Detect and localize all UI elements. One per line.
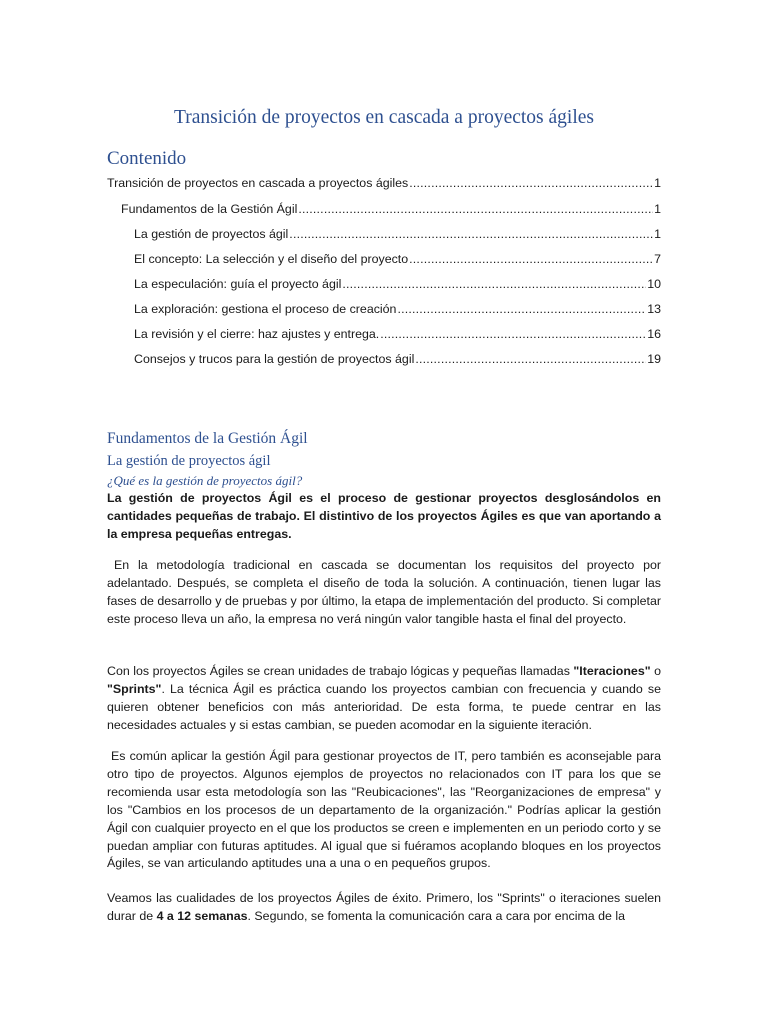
toc-leader-dots [409,175,653,191]
toc-entry-text: La revisión y el cierre: haz ajustes y entrega. [134,327,380,341]
document-title: Transición de proyectos en cascada a proyectos ágiles [173,107,594,128]
para4-text-a: Veamos las cualidades de los proyectos Ágiles de éxito. Primero, los "Sprints" o iteraciones suelen durar de [107,891,661,923]
toc-entry-gestion-agil[interactable] [134,226,661,242]
toc-heading: Contenido [107,148,187,169]
toc-entry-page: 1 [654,202,661,216]
toc-entry-consejos[interactable] [134,351,661,367]
para4-duracion: 4 a 12 semanas [156,908,248,923]
para2-iteraciones: "Iteraciones" [573,664,651,678]
toc-entry-page: 16 [647,327,661,341]
toc-leader-dots [380,326,646,342]
para2-sprints: "Sprints" [107,681,162,696]
intro-paragraph: La gestión de proyectos Ágil es el proceso de gestionar proyectos desglosándolos en cantidades pequeñas de trabajo. El distintivo de los proyectos Ágiles es que van aportando a la empresa pequeñas entregas. [107,491,661,541]
section-heading-que-es: ¿Qué es la gestión de proyectos ágil? [107,473,303,488]
toc-leader-dots [289,226,653,242]
toc-leader-dots [342,276,646,292]
toc-entry-page: 19 [647,352,661,366]
toc-entry-page: 10 [647,277,661,291]
toc-entry-fundamentos[interactable] [121,201,661,217]
para2-text-c: o [650,664,661,678]
toc-entry-text: La gestión de proyectos ágil [134,227,289,241]
toc-entry-text: El concepto: La selección y el diseño del proyecto [134,252,409,266]
toc-entry-transicion[interactable] [107,175,661,191]
toc-entry-exploracion[interactable] [134,301,661,317]
body-paragraph-cualidades [107,890,661,926]
toc-entry-text: Fundamentos de la Gestión Ágil [121,202,298,216]
toc-entry-revision[interactable] [134,326,661,342]
toc-entry-page: 1 [654,176,661,190]
para4-text-c: . Segundo, se fomenta la comunicación cara a cara por encima de la [247,908,625,923]
toc-entry-concepto[interactable] [134,251,661,267]
toc-entry-text: Consejos y trucos para la gestión de proyectos ágil [134,352,415,366]
toc-leader-dots [298,201,653,217]
toc-entry-page: 13 [647,302,661,316]
toc-leader-dots [397,301,646,317]
toc-entry-text: La exploración: gestiona el proceso de creación [134,302,397,316]
section-heading-fundamentos: Fundamentos de la Gestión Ágil [107,430,308,447]
body-paragraph-iteraciones [107,663,661,735]
toc-entry-page: 7 [654,252,661,266]
toc-leader-dots [409,251,653,267]
para2-text-a: Con los proyectos Ágiles se crean unidades de trabajo lógicas y pequeñas llamadas [107,664,574,678]
toc-leader-dots [415,351,646,367]
toc-entry-text: La especulación: guía el proyecto ágil [134,277,342,291]
para2-text-e: . La técnica Ágil es práctica cuando los proyectos cambian con frecuencia y cuando se quieren obtener beneficios con más anterioridad. De esta forma, te puede centrar en las necesidades actuales y si estas cambian, se pueden acomodar en la siguiente iteración. [107,681,661,732]
toc-entry-text: Transición de proyectos en cascada a proyectos ágiles [107,176,409,190]
toc-entry-especulacion[interactable] [134,276,661,292]
section-heading-gestion-agil: La gestión de proyectos ágil [107,453,271,469]
body-paragraph-it: Es común aplicar la gestión Ágil para gestionar proyectos de IT, pero también es aconsejable para otro tipo de proyectos. Algunos ejemplos de proyectos no relacionados con IT para los que se recomienda usar esta metodología son las "Reubicaciones", las "Reorganizaciones de empresa" y los "Cambios en los procesos de un departamento de la organización." Podrías aplicar la gestión Ágil con cualquier proyecto en el que los productos se creen e implementen en un periodo corto y se puedan ampliar con futuras aptitudes. Al igual que si fuéramos acoplando bloques en los proyectos Ágiles, se van articulando aptitudes una a una o en pequeños grupos. [107,749,661,871]
toc-entry-page: 1 [654,227,661,241]
body-paragraph-cascada: En la metodología tradicional en cascada se documentan los requisitos del proyecto por adelantado. Después, se completa el diseño de toda la solución. A continuación, tienen lugar las fases de desarrollo y de pruebas y por último, la etapa de implementación del producto. Si completar este proceso lleva un año, la empresa no verá ningún valor tangible hasta el final del proyecto. [107,558,661,626]
